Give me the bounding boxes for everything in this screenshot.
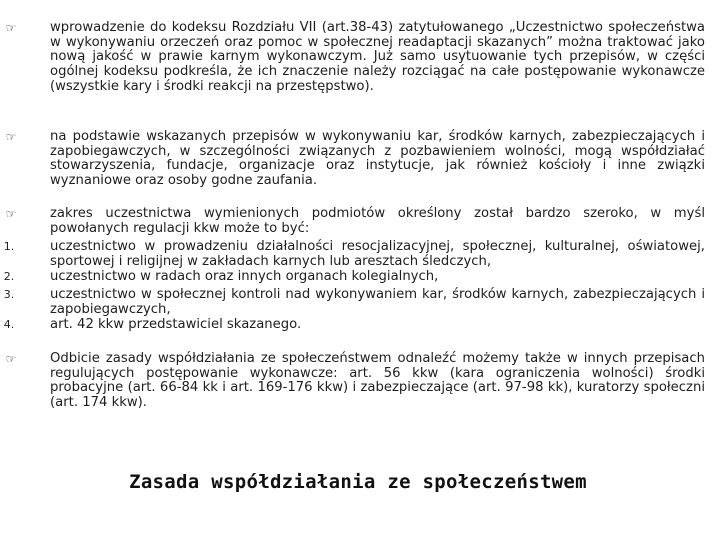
pointing-hand-icon: ☞ — [5, 130, 17, 144]
numbered-text: art. 42 kkw przedstawiciel skazanego. — [50, 317, 302, 332]
item-number: 2. — [3, 270, 15, 283]
numbered-text: uczestnictwo w prowadzeniu działalności resocjalizacyjnej, społecznej, kulturalnej, oświatowej, sportowej i religijnej w zakładach karnych lub aresztach śledczych, — [50, 239, 705, 269]
slide-title: Zasada współdziałania ze społeczeństwem — [129, 471, 587, 493]
bullet-text: zakres uczestnictwa wymienionych podmiotów określony został bardzo szeroko, w myśl powołanych regulacji kkw może to być: — [50, 206, 705, 236]
pointing-hand-icon: ☞ — [5, 207, 17, 221]
pointing-hand-icon: ☞ — [5, 352, 17, 366]
item-number: 3. — [3, 288, 15, 301]
item-number: 1. — [3, 240, 15, 253]
numbered-text: uczestnictwo w radach oraz innych organach kolegialnych, — [50, 269, 439, 284]
numbered-text: uczestnictwo w społecznej kontroli nad wykonywaniem kar, środków karnych, zabezpieczających i zapobiegawczych, — [50, 287, 705, 317]
bullet-text: na podstawie wskazanych przepisów w wykonywaniu kar, środków karnych, zabezpieczających i zapobiegawczych, w szczególności związanych z pozbawieniem wolności, mogą współdziałać stowarzyszenia, fundacje, organizacje oraz instytucje, jak również kościoły i inne związki wyznaniowe oraz osoby godne zaufania. — [50, 129, 705, 189]
bullet-text: Odbicie zasady współdziałania ze społeczeństwem odnaleźć możemy także w innych przepisach regulujących postępowanie wykonawcze: art. 56 kkw (kara ograniczenia wolności) środki probacyjne (art. 66-84 kk i art. 169-176 kkw) i zabezpieczające (art. 97-98 kk), kuratorzy społeczni (art. 174 kkw). — [50, 351, 705, 411]
pointing-hand-icon: ☞ — [5, 21, 17, 35]
item-number: 4. — [3, 318, 15, 331]
bullet-text: wprowadzenie do kodeksu Rozdziału VII (art.38-43) zatytułowanego „Uczestnictwo społeczeństwa w wykonywaniu orzeczeń oraz pomoc w społecznej readaptacji skazanych” można traktować jako nową jakość w prawie karnym wykonawczym. Już samo usytuowanie tych przepisów, w części ogólnej kodeksu podkreśla, że ich znaczenie należy rozciągać na całe postępowanie wykonawcze (wszystkie kary i środki reakcji na przestępstwo). — [50, 20, 705, 94]
